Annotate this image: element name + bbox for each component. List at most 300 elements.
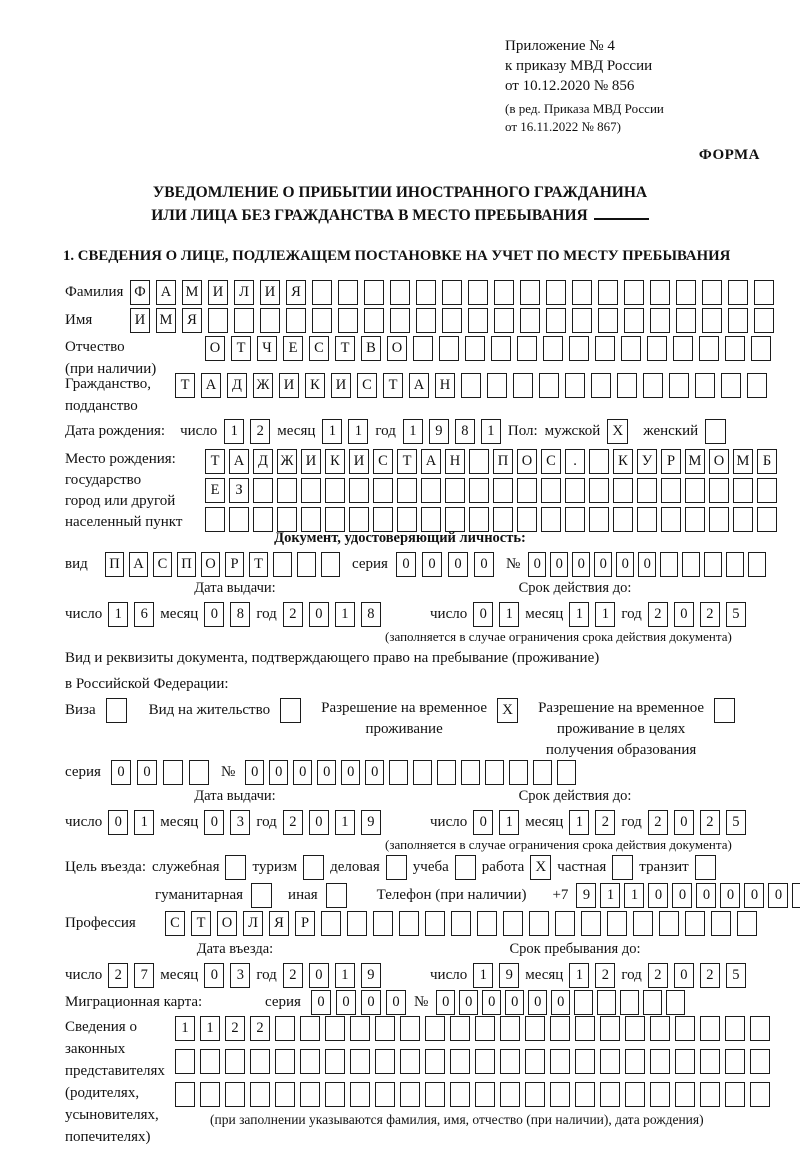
- char-cell[interactable]: [699, 336, 719, 361]
- char-cell[interactable]: [572, 280, 592, 305]
- char-cell[interactable]: 8: [230, 602, 250, 627]
- char-cell[interactable]: [400, 1049, 420, 1074]
- char-cell[interactable]: 1: [175, 1016, 195, 1041]
- char-cell[interactable]: [750, 1049, 770, 1074]
- char-cell[interactable]: У: [637, 449, 657, 474]
- char-cell[interactable]: [546, 280, 566, 305]
- char-cell[interactable]: 0: [108, 810, 128, 835]
- char-cell[interactable]: [725, 1049, 745, 1074]
- char-cell[interactable]: [445, 478, 465, 503]
- char-cell[interactable]: И: [279, 373, 299, 398]
- char-cell[interactable]: [520, 280, 540, 305]
- char-cell[interactable]: [468, 308, 488, 333]
- char-cell[interactable]: [751, 336, 771, 361]
- char-cell[interactable]: 0: [269, 760, 288, 785]
- char-cell[interactable]: [533, 760, 552, 785]
- char-cell[interactable]: 1: [481, 419, 501, 444]
- char-cell[interactable]: 1: [499, 810, 519, 835]
- char-cell[interactable]: [477, 911, 497, 936]
- char-cell[interactable]: [659, 911, 679, 936]
- char-cell[interactable]: [625, 1016, 645, 1041]
- char-cell[interactable]: [297, 552, 316, 577]
- char-cell[interactable]: Ч: [257, 336, 277, 361]
- char-cell[interactable]: [650, 1016, 670, 1041]
- char-cell[interactable]: [253, 507, 273, 532]
- char-cell[interactable]: [175, 1082, 195, 1107]
- purpose-official-checkbox[interactable]: [225, 855, 246, 880]
- char-cell[interactable]: [445, 507, 465, 532]
- char-cell[interactable]: [700, 1082, 720, 1107]
- char-cell[interactable]: [413, 760, 432, 785]
- char-cell[interactable]: 1: [499, 602, 519, 627]
- char-cell[interactable]: О: [709, 449, 729, 474]
- char-cell[interactable]: [709, 507, 729, 532]
- char-cell[interactable]: [325, 1016, 345, 1041]
- char-cell[interactable]: 0: [204, 602, 224, 627]
- char-cell[interactable]: И: [130, 308, 150, 333]
- char-cell[interactable]: О: [387, 336, 407, 361]
- char-cell[interactable]: [575, 1082, 595, 1107]
- char-cell[interactable]: 0: [616, 552, 634, 577]
- char-cell[interactable]: 1: [335, 963, 355, 988]
- char-cell[interactable]: [600, 1016, 620, 1041]
- char-cell[interactable]: С: [153, 552, 172, 577]
- char-cell[interactable]: [595, 336, 615, 361]
- char-cell[interactable]: 1: [200, 1016, 220, 1041]
- char-cell[interactable]: [650, 308, 670, 333]
- char-cell[interactable]: 1: [108, 602, 128, 627]
- char-cell[interactable]: С: [357, 373, 377, 398]
- char-cell[interactable]: 0: [245, 760, 264, 785]
- char-cell[interactable]: [468, 280, 488, 305]
- char-cell[interactable]: [500, 1082, 520, 1107]
- char-cell[interactable]: З: [229, 478, 249, 503]
- char-cell[interactable]: [189, 760, 209, 785]
- char-cell[interactable]: [620, 990, 639, 1015]
- char-cell[interactable]: Д: [227, 373, 247, 398]
- char-cell[interactable]: 3: [230, 963, 250, 988]
- char-cell[interactable]: [643, 990, 662, 1015]
- char-cell[interactable]: [364, 280, 384, 305]
- char-cell[interactable]: 1: [600, 883, 620, 908]
- char-cell[interactable]: [321, 552, 340, 577]
- char-cell[interactable]: [666, 990, 685, 1015]
- char-cell[interactable]: [275, 1082, 295, 1107]
- char-cell[interactable]: [163, 760, 183, 785]
- char-cell[interactable]: [225, 1082, 245, 1107]
- char-cell[interactable]: И: [208, 280, 228, 305]
- char-cell[interactable]: [442, 308, 462, 333]
- char-cell[interactable]: Т: [335, 336, 355, 361]
- char-cell[interactable]: [569, 336, 589, 361]
- char-cell[interactable]: [669, 373, 689, 398]
- char-cell[interactable]: [728, 308, 748, 333]
- char-cell[interactable]: [475, 1082, 495, 1107]
- char-cell[interactable]: [676, 308, 696, 333]
- temporary-residence-education-checkbox[interactable]: [714, 698, 735, 723]
- purpose-humanitarian-checkbox[interactable]: [251, 883, 272, 908]
- char-cell[interactable]: [725, 336, 745, 361]
- purpose-study-checkbox[interactable]: [455, 855, 476, 880]
- char-cell[interactable]: Т: [191, 911, 211, 936]
- char-cell[interactable]: [300, 1082, 320, 1107]
- char-cell[interactable]: [525, 1049, 545, 1074]
- char-cell[interactable]: 1: [224, 419, 244, 444]
- char-cell[interactable]: 2: [250, 419, 270, 444]
- char-cell[interactable]: [338, 308, 358, 333]
- char-cell[interactable]: [575, 1016, 595, 1041]
- char-cell[interactable]: 0: [459, 990, 478, 1015]
- char-cell[interactable]: [494, 280, 514, 305]
- char-cell[interactable]: [650, 280, 670, 305]
- char-cell[interactable]: 5: [726, 810, 746, 835]
- char-cell[interactable]: 0: [768, 883, 788, 908]
- char-cell[interactable]: [350, 1049, 370, 1074]
- char-cell[interactable]: Р: [225, 552, 244, 577]
- char-cell[interactable]: 0: [111, 760, 131, 785]
- char-cell[interactable]: [234, 308, 254, 333]
- char-cell[interactable]: [451, 911, 471, 936]
- char-cell[interactable]: 1: [569, 810, 589, 835]
- char-cell[interactable]: П: [105, 552, 124, 577]
- char-cell[interactable]: 0: [309, 963, 329, 988]
- char-cell[interactable]: [621, 336, 641, 361]
- char-cell[interactable]: [469, 449, 489, 474]
- char-cell[interactable]: 0: [204, 810, 224, 835]
- char-cell[interactable]: Р: [295, 911, 315, 936]
- char-cell[interactable]: 0: [648, 883, 668, 908]
- char-cell[interactable]: [650, 1049, 670, 1074]
- char-cell[interactable]: 0: [422, 552, 442, 577]
- purpose-private-checkbox[interactable]: [612, 855, 633, 880]
- char-cell[interactable]: Т: [231, 336, 251, 361]
- char-cell[interactable]: [493, 478, 513, 503]
- char-cell[interactable]: [347, 911, 367, 936]
- char-cell[interactable]: [442, 280, 462, 305]
- char-cell[interactable]: 0: [474, 552, 494, 577]
- char-cell[interactable]: 9: [429, 419, 449, 444]
- char-cell[interactable]: [349, 507, 369, 532]
- char-cell[interactable]: 0: [528, 990, 547, 1015]
- char-cell[interactable]: [541, 478, 561, 503]
- char-cell[interactable]: [461, 760, 480, 785]
- char-cell[interactable]: [637, 478, 657, 503]
- char-cell[interactable]: [325, 478, 345, 503]
- char-cell[interactable]: [375, 1016, 395, 1041]
- char-cell[interactable]: М: [733, 449, 753, 474]
- char-cell[interactable]: [675, 1016, 695, 1041]
- char-cell[interactable]: [425, 1049, 445, 1074]
- char-cell[interactable]: [589, 507, 609, 532]
- char-cell[interactable]: [598, 280, 618, 305]
- char-cell[interactable]: А: [229, 449, 249, 474]
- char-cell[interactable]: [676, 280, 696, 305]
- char-cell[interactable]: [475, 1049, 495, 1074]
- char-cell[interactable]: [416, 308, 436, 333]
- char-cell[interactable]: [565, 373, 585, 398]
- char-cell[interactable]: 0: [396, 552, 416, 577]
- char-cell[interactable]: [200, 1082, 220, 1107]
- char-cell[interactable]: 0: [473, 810, 493, 835]
- char-cell[interactable]: [260, 308, 280, 333]
- char-cell[interactable]: [550, 1016, 570, 1041]
- char-cell[interactable]: 0: [341, 760, 360, 785]
- char-cell[interactable]: [469, 507, 489, 532]
- char-cell[interactable]: И: [260, 280, 280, 305]
- char-cell[interactable]: 2: [595, 963, 615, 988]
- char-cell[interactable]: [728, 280, 748, 305]
- char-cell[interactable]: М: [156, 308, 176, 333]
- char-cell[interactable]: И: [301, 449, 321, 474]
- char-cell[interactable]: Я: [269, 911, 289, 936]
- char-cell[interactable]: [350, 1082, 370, 1107]
- char-cell[interactable]: [517, 507, 537, 532]
- char-cell[interactable]: Д: [253, 449, 273, 474]
- char-cell[interactable]: Ж: [277, 449, 297, 474]
- char-cell[interactable]: [600, 1082, 620, 1107]
- char-cell[interactable]: М: [685, 449, 705, 474]
- char-cell[interactable]: [700, 1016, 720, 1041]
- char-cell[interactable]: С: [373, 449, 393, 474]
- char-cell[interactable]: 2: [648, 602, 668, 627]
- char-cell[interactable]: Т: [175, 373, 195, 398]
- char-cell[interactable]: 1: [335, 602, 355, 627]
- char-cell[interactable]: [493, 507, 513, 532]
- char-cell[interactable]: [661, 478, 681, 503]
- char-cell[interactable]: [754, 280, 774, 305]
- char-cell[interactable]: Л: [234, 280, 254, 305]
- char-cell[interactable]: 2: [700, 602, 720, 627]
- char-cell[interactable]: [421, 478, 441, 503]
- char-cell[interactable]: [543, 336, 563, 361]
- char-cell[interactable]: [673, 336, 693, 361]
- char-cell[interactable]: [589, 478, 609, 503]
- char-cell[interactable]: 7: [134, 963, 154, 988]
- char-cell[interactable]: [397, 507, 417, 532]
- purpose-business-checkbox[interactable]: [386, 855, 407, 880]
- char-cell[interactable]: 0: [482, 990, 501, 1015]
- char-cell[interactable]: С: [165, 911, 185, 936]
- char-cell[interactable]: Л: [243, 911, 263, 936]
- char-cell[interactable]: [312, 280, 332, 305]
- char-cell[interactable]: [520, 308, 540, 333]
- char-cell[interactable]: 0: [744, 883, 764, 908]
- char-cell[interactable]: [539, 373, 559, 398]
- char-cell[interactable]: [565, 478, 585, 503]
- purpose-transit-checkbox[interactable]: [695, 855, 716, 880]
- char-cell[interactable]: А: [156, 280, 176, 305]
- char-cell[interactable]: [517, 478, 537, 503]
- char-cell[interactable]: [225, 1049, 245, 1074]
- char-cell[interactable]: [389, 760, 408, 785]
- char-cell[interactable]: [325, 1082, 345, 1107]
- char-cell[interactable]: [413, 336, 433, 361]
- gender-male-checkbox[interactable]: X: [607, 419, 628, 444]
- char-cell[interactable]: 1: [569, 963, 589, 988]
- char-cell[interactable]: [253, 478, 273, 503]
- char-cell[interactable]: [338, 280, 358, 305]
- char-cell[interactable]: 1: [348, 419, 368, 444]
- char-cell[interactable]: 2: [648, 963, 668, 988]
- char-cell[interactable]: [439, 336, 459, 361]
- residence-permit-checkbox[interactable]: [280, 698, 301, 723]
- char-cell[interactable]: [757, 507, 777, 532]
- char-cell[interactable]: [525, 1082, 545, 1107]
- char-cell[interactable]: [475, 1016, 495, 1041]
- char-cell[interactable]: [425, 911, 445, 936]
- char-cell[interactable]: [721, 373, 741, 398]
- char-cell[interactable]: 9: [361, 963, 381, 988]
- char-cell[interactable]: [175, 1049, 195, 1074]
- char-cell[interactable]: [503, 911, 523, 936]
- char-cell[interactable]: [421, 507, 441, 532]
- char-cell[interactable]: [350, 1016, 370, 1041]
- char-cell[interactable]: Я: [286, 280, 306, 305]
- char-cell[interactable]: 0: [594, 552, 612, 577]
- char-cell[interactable]: 0: [528, 552, 546, 577]
- char-cell[interactable]: [700, 1049, 720, 1074]
- char-cell[interactable]: [546, 308, 566, 333]
- gender-female-checkbox[interactable]: [705, 419, 726, 444]
- char-cell[interactable]: 6: [134, 602, 154, 627]
- char-cell[interactable]: Т: [383, 373, 403, 398]
- char-cell[interactable]: [300, 1049, 320, 1074]
- char-cell[interactable]: [613, 507, 633, 532]
- char-cell[interactable]: [400, 1082, 420, 1107]
- char-cell[interactable]: [312, 308, 332, 333]
- char-cell[interactable]: [711, 911, 731, 936]
- char-cell[interactable]: О: [205, 336, 225, 361]
- char-cell[interactable]: П: [177, 552, 196, 577]
- char-cell[interactable]: [709, 478, 729, 503]
- char-cell[interactable]: [550, 1049, 570, 1074]
- char-cell[interactable]: [487, 373, 507, 398]
- char-cell[interactable]: 9: [576, 883, 596, 908]
- char-cell[interactable]: 0: [696, 883, 716, 908]
- char-cell[interactable]: 0: [505, 990, 524, 1015]
- char-cell[interactable]: 5: [726, 602, 746, 627]
- char-cell[interactable]: [613, 478, 633, 503]
- char-cell[interactable]: 0: [720, 883, 740, 908]
- char-cell[interactable]: [390, 308, 410, 333]
- char-cell[interactable]: [555, 911, 575, 936]
- char-cell[interactable]: 0: [674, 602, 694, 627]
- char-cell[interactable]: 1: [335, 810, 355, 835]
- char-cell[interactable]: 0: [473, 602, 493, 627]
- char-cell[interactable]: [572, 308, 592, 333]
- char-cell[interactable]: [461, 373, 481, 398]
- char-cell[interactable]: Т: [249, 552, 268, 577]
- char-cell[interactable]: [437, 760, 456, 785]
- char-cell[interactable]: [702, 308, 722, 333]
- char-cell[interactable]: О: [217, 911, 237, 936]
- char-cell[interactable]: 0: [309, 810, 329, 835]
- char-cell[interactable]: И: [331, 373, 351, 398]
- char-cell[interactable]: [373, 911, 393, 936]
- char-cell[interactable]: 0: [572, 552, 590, 577]
- char-cell[interactable]: [400, 1016, 420, 1041]
- char-cell[interactable]: .: [565, 449, 585, 474]
- char-cell[interactable]: [500, 1049, 520, 1074]
- char-cell[interactable]: 0: [309, 602, 329, 627]
- char-cell[interactable]: [517, 336, 537, 361]
- char-cell[interactable]: С: [309, 336, 329, 361]
- char-cell[interactable]: [399, 911, 419, 936]
- char-cell[interactable]: 0: [551, 990, 570, 1015]
- char-cell[interactable]: [661, 507, 681, 532]
- char-cell[interactable]: 3: [230, 810, 250, 835]
- char-cell[interactable]: [500, 1016, 520, 1041]
- char-cell[interactable]: [702, 280, 722, 305]
- char-cell[interactable]: 0: [361, 990, 381, 1015]
- char-cell[interactable]: [425, 1082, 445, 1107]
- temporary-residence-checkbox[interactable]: X: [497, 698, 518, 723]
- char-cell[interactable]: [726, 552, 744, 577]
- char-cell[interactable]: [325, 507, 345, 532]
- char-cell[interactable]: 0: [672, 883, 692, 908]
- char-cell[interactable]: [491, 336, 511, 361]
- char-cell[interactable]: [550, 1082, 570, 1107]
- char-cell[interactable]: Н: [445, 449, 465, 474]
- char-cell[interactable]: [792, 883, 800, 908]
- char-cell[interactable]: 0: [204, 963, 224, 988]
- char-cell[interactable]: Ж: [253, 373, 273, 398]
- char-cell[interactable]: [733, 507, 753, 532]
- char-cell[interactable]: 9: [361, 810, 381, 835]
- char-cell[interactable]: 8: [361, 602, 381, 627]
- char-cell[interactable]: Н: [435, 373, 455, 398]
- char-cell[interactable]: [624, 280, 644, 305]
- char-cell[interactable]: О: [517, 449, 537, 474]
- char-cell[interactable]: Т: [205, 449, 225, 474]
- char-cell[interactable]: [275, 1016, 295, 1041]
- char-cell[interactable]: 0: [293, 760, 312, 785]
- char-cell[interactable]: [685, 507, 705, 532]
- char-cell[interactable]: [513, 373, 533, 398]
- char-cell[interactable]: [485, 760, 504, 785]
- char-cell[interactable]: [748, 552, 766, 577]
- char-cell[interactable]: [750, 1082, 770, 1107]
- char-cell[interactable]: 1: [322, 419, 342, 444]
- char-cell[interactable]: [624, 308, 644, 333]
- char-cell[interactable]: [373, 478, 393, 503]
- char-cell[interactable]: 2: [283, 963, 303, 988]
- char-cell[interactable]: [725, 1016, 745, 1041]
- char-cell[interactable]: 1: [595, 602, 615, 627]
- char-cell[interactable]: [450, 1082, 470, 1107]
- char-cell[interactable]: [200, 1049, 220, 1074]
- char-cell[interactable]: 0: [137, 760, 157, 785]
- char-cell[interactable]: [565, 507, 585, 532]
- char-cell[interactable]: [494, 308, 514, 333]
- char-cell[interactable]: 5: [726, 963, 746, 988]
- char-cell[interactable]: П: [493, 449, 513, 474]
- purpose-work-checkbox[interactable]: X: [530, 855, 551, 880]
- char-cell[interactable]: [675, 1049, 695, 1074]
- char-cell[interactable]: 0: [674, 810, 694, 835]
- char-cell[interactable]: 0: [336, 990, 356, 1015]
- char-cell[interactable]: [375, 1049, 395, 1074]
- char-cell[interactable]: [416, 280, 436, 305]
- char-cell[interactable]: 1: [569, 602, 589, 627]
- char-cell[interactable]: М: [182, 280, 202, 305]
- char-cell[interactable]: 1: [134, 810, 154, 835]
- char-cell[interactable]: К: [325, 449, 345, 474]
- char-cell[interactable]: [509, 760, 528, 785]
- char-cell[interactable]: [529, 911, 549, 936]
- char-cell[interactable]: [685, 478, 705, 503]
- char-cell[interactable]: [208, 308, 228, 333]
